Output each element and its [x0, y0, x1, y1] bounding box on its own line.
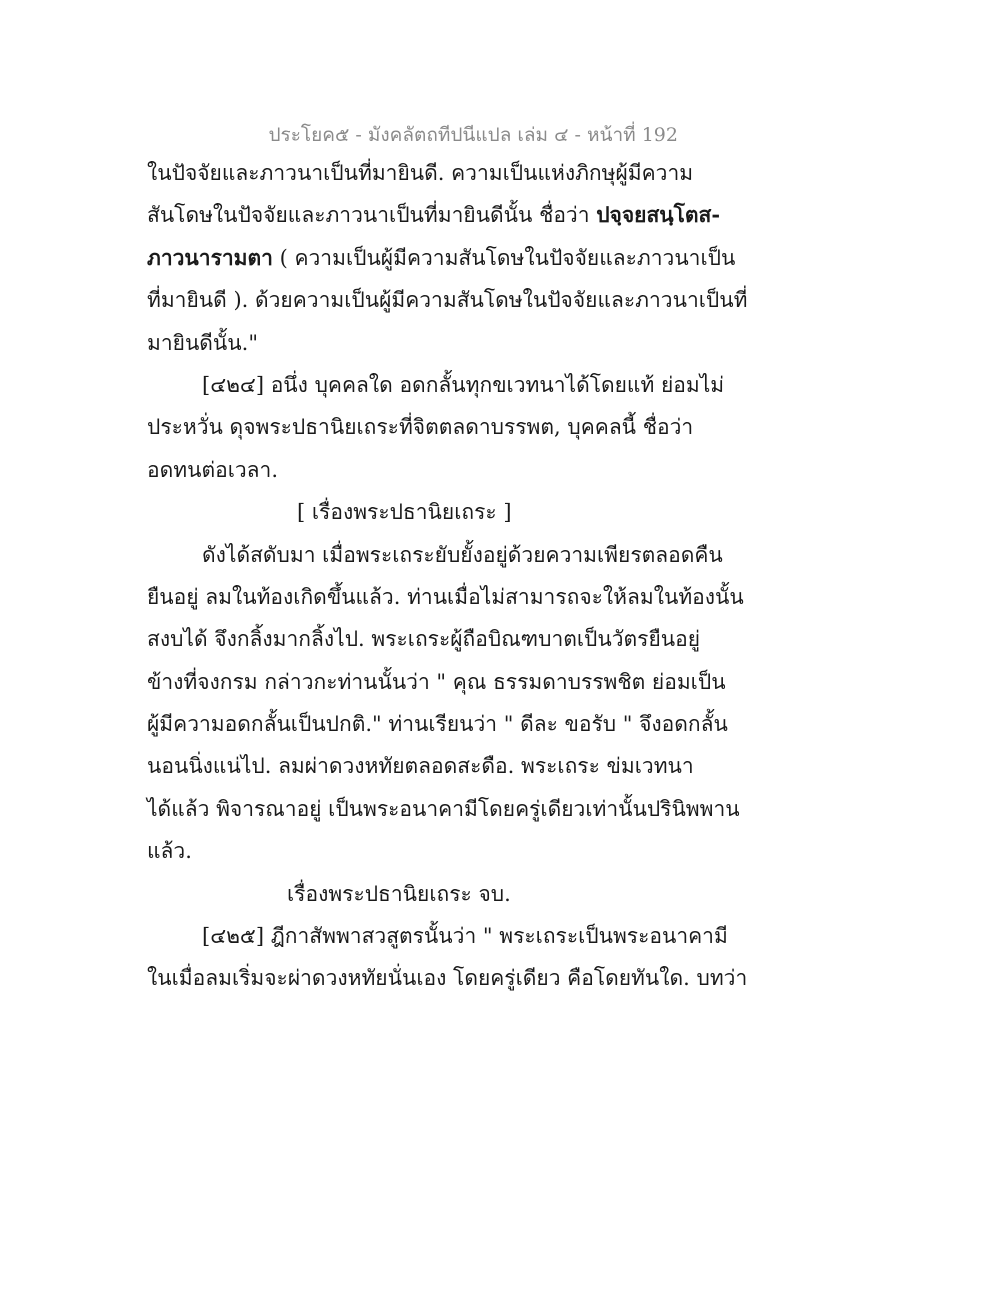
- page-header: [268, 120, 678, 150]
- text-line: นอนนิ่งแน่ไป. ลมผ่าดวงหทัยตลอดสะดือ. พระเถระ ข่มเวทนา: [147, 754, 694, 779]
- paragraph-start-424: [๔๒๔] อนึ่ง บุคคลใด อดกลั้นทุกขเวทนาได้โดยแท้ ย่อมไม่: [202, 372, 725, 397]
- text-line: ที่มายินดี ). ด้วยความเป็นผู้มีความสันโดษในปัจจัยและภาวนาเป็นที่: [147, 288, 748, 313]
- text-line: [147, 237, 736, 279]
- pali-term: ภาวนารามตา: [147, 244, 273, 270]
- text-line: ประหวั่น ดุจพระปธานิยเถระที่จิตตลดาบรรพต, บุคคลนี้ ชื่อว่า: [147, 415, 694, 440]
- text-line: อดทนต่อเวลา.: [147, 457, 279, 482]
- text-segment: สันโดษในปัจจัยและภาวนาเป็นที่มายินดีนั้น ชื่อว่า: [147, 203, 597, 228]
- section-end: เรื่องพระปธานิยเถระ จบ.: [287, 881, 511, 906]
- text-line: ในเมื่อลมเริ่มจะผ่าดวงหทัยนั่นเอง โดยครู่เดียว คือโดยทันใด. บทว่า: [147, 966, 748, 991]
- paragraph-start-425: [๔๒๕] ฎีกาสัพพาสวสูตรนั้นว่า " พระเถระเป็นพระอนาคามี: [202, 924, 728, 949]
- text-line: ข้างที่จงกรม กล่าวกะท่านนั้นว่า " คุณ ธรรมดาบรรพชิต ย่อมเป็น: [147, 669, 726, 694]
- text-segment: ( ความเป็นผู้มีความสันโดษในปัจจัยและภาวนาเป็น: [272, 245, 736, 270]
- text-line: มายินดีนั้น.": [147, 330, 258, 355]
- text-line: ยืนอยู่ ลมในท้องเกิดขึ้นแล้ว. ท่านเมื่อไม่สามารถจะให้ลมในท้องนั้น: [147, 584, 744, 609]
- text-line: แล้ว.: [147, 839, 192, 864]
- text-line: สงบได้ จึงกลิ้งมากลิ้งไป. พระเถระผู้ถือบิณฑบาตเป็นวัตรยืนอยู่: [147, 627, 701, 652]
- text-line: [147, 194, 721, 236]
- body-text: [147, 152, 748, 1000]
- text-line: ได้แล้ว พิจารณาอยู่ เป็นพระอนาคามีโดยครู่เดียวเท่านั้นปรินิพพาน: [147, 796, 740, 821]
- text-line: ผู้มีความอดกลั้นเป็นปกติ." ท่านเรียนว่า " ดีละ ขอรับ " จึงอดกลั้น: [147, 712, 728, 737]
- paragraph-start: ดังได้สดับมา เมื่อพระเถระยับยั้งอยู่ด้วยความเพียรตลอดคืน: [202, 542, 723, 567]
- running-title: ประโยค๕ - มังคลัตถทีปนีแปล เล่ม ๔ - หน้าที่ 192: [268, 124, 678, 146]
- pali-term: ปจฺจยสนฺโตส-: [596, 202, 721, 228]
- text-line: ในปัจจัยและภาวนาเป็นที่มายินดี. ความเป็นแห่งภิกษุผู้มีความ: [147, 161, 694, 185]
- section-heading: [ เรื่องพระปธานิยเถระ ]: [297, 500, 512, 525]
